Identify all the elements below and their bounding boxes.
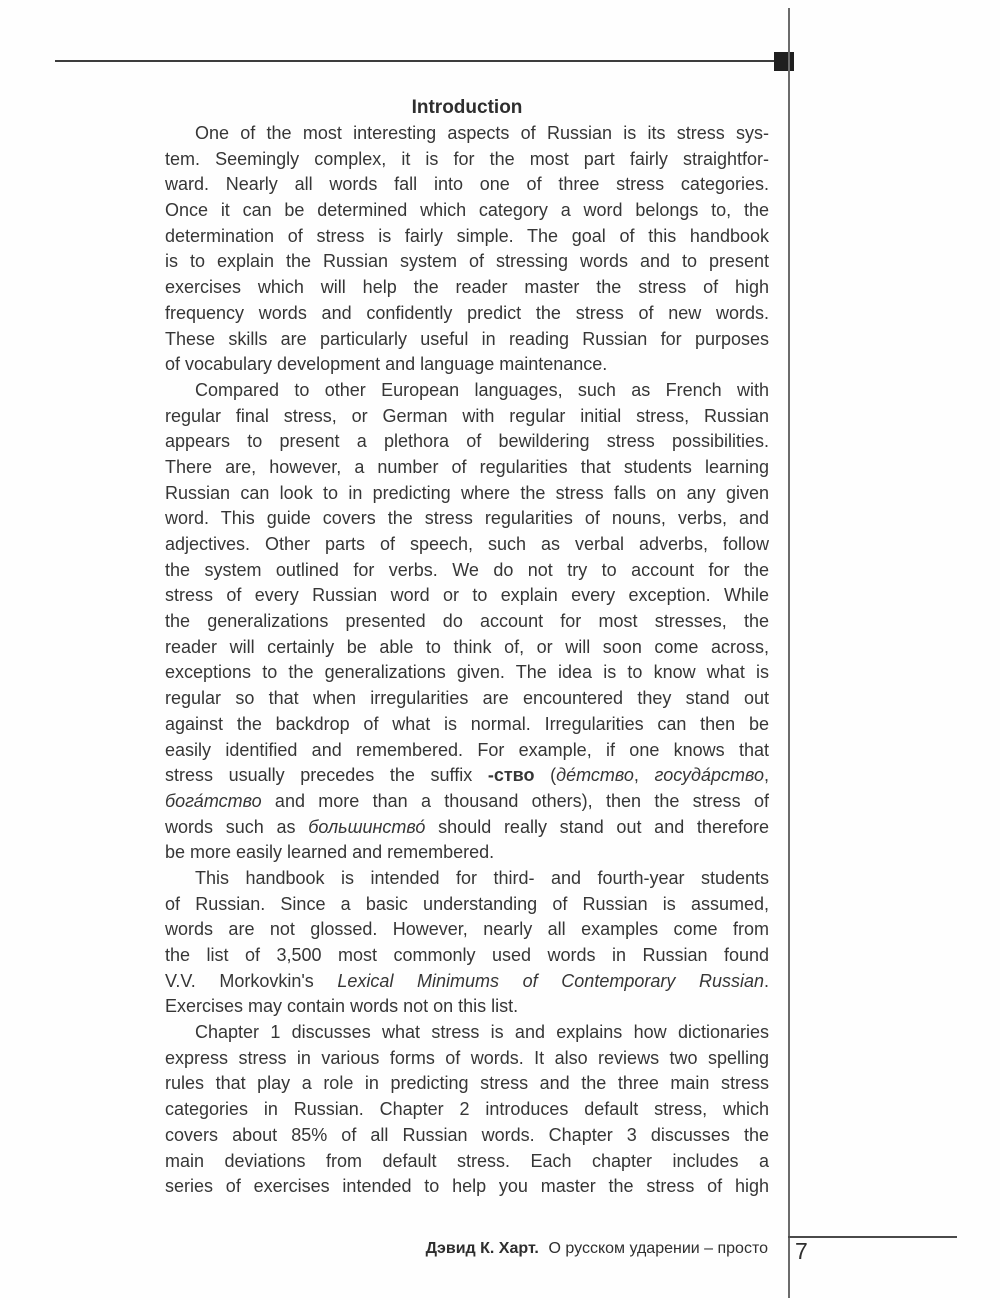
body-text: This handbook is intended for third- and fourth-year students — [195, 867, 769, 888]
text-line — [165, 121, 769, 147]
text-line — [165, 1020, 769, 1046]
body-text: ward. Nearly all words fall into one of three stress categories. — [165, 174, 769, 195]
body-text: be more easily learned and remembered. — [165, 842, 495, 863]
footer-credit — [426, 1240, 768, 1258]
italic-text: Lexical Minimums of Contemporary Russian — [337, 970, 764, 991]
body-text: exercises which will help the reader master the stress of high — [165, 277, 769, 298]
text-line — [165, 275, 769, 301]
text-line — [165, 686, 769, 712]
page-number-rule — [788, 1236, 957, 1238]
text-line — [165, 866, 769, 892]
text-line — [165, 481, 769, 507]
body-text: stress usually precedes the suffix — [165, 765, 488, 786]
margin-vertical-rule — [788, 8, 790, 1298]
footer-book-title: О русском ударении – просто — [548, 1240, 768, 1257]
body-text: easily identified and remembered. For example, if one knows that — [165, 739, 769, 760]
italic-text: госуда́рство — [654, 765, 764, 786]
paragraph — [165, 121, 769, 378]
body-text: is to explain the Russian system of stressing words and to present — [165, 251, 769, 272]
body-text: ( — [534, 765, 557, 786]
text-line — [165, 789, 769, 815]
body-text: series of exercises intended to help you master the stress of high — [165, 1176, 769, 1197]
bold-text: -ство — [487, 765, 535, 786]
page-content — [165, 95, 769, 1200]
text-line — [165, 994, 769, 1020]
body-text: Compared to other European languages, such as French with — [195, 379, 769, 400]
text-line — [165, 558, 769, 584]
body-text: stress of every Russian word or to explain every exception. While — [165, 585, 769, 606]
text-line — [165, 301, 769, 327]
text-line — [165, 224, 769, 250]
body-text: Exercises may contain words not on this list. — [165, 996, 519, 1017]
body-text: exceptions to the generalizations given. The idea is to know what is — [165, 662, 769, 683]
text-line — [165, 1097, 769, 1123]
paragraph — [165, 1020, 769, 1200]
body-paragraphs — [165, 121, 769, 1200]
body-text: express stress in various forms of words. It also reviews two spelling — [165, 1047, 769, 1068]
text-line — [165, 1174, 769, 1200]
body-text: V.V. Morkovkin's — [165, 970, 338, 991]
text-line — [165, 429, 769, 455]
page-number: 7 — [795, 1238, 808, 1264]
body-text: of Russian. Since a basic understanding of Russian is assumed, — [165, 893, 769, 914]
text-line — [165, 1149, 769, 1175]
body-text: frequency words and confidently predict the stress of new words. — [165, 302, 769, 323]
body-text: . — [764, 970, 769, 991]
text-line — [165, 917, 769, 943]
body-text: the list of 3,500 most commonly used words in Russian found — [165, 945, 769, 965]
text-line — [165, 1071, 769, 1097]
body-text: against the backdrop of what is normal. Irregularities can then be — [165, 713, 769, 734]
body-text: appears to present a plethora of bewildering stress possibilities. — [165, 431, 769, 452]
body-text: of vocabulary development and language maintenance. — [165, 354, 608, 375]
text-line — [165, 147, 769, 173]
body-text: One of the most interesting aspects of Russian is its stress sys- — [195, 123, 769, 143]
footer-author: Дэвид К. Харт. — [425, 1240, 539, 1257]
body-text: reader will certainly be able to think of, or will soon come across, — [165, 636, 769, 657]
body-text: regular final stress, or German with regular initial stress, Russian — [165, 405, 769, 426]
body-text: There are, however, a number of regularities that students learning — [165, 456, 769, 477]
body-text: rules that play a role in predicting stress and the three main stress — [165, 1073, 769, 1094]
text-line — [165, 635, 769, 661]
body-text: word. This guide covers the stress regularities of nouns, verbs, and — [165, 508, 769, 529]
text-line — [165, 738, 769, 764]
text-line — [165, 1046, 769, 1072]
body-text: and more than a thousand others), then the stress of — [261, 790, 769, 811]
header-square-marker — [774, 52, 794, 71]
text-line — [165, 892, 769, 918]
text-line — [165, 352, 769, 378]
text-line — [165, 172, 769, 198]
text-line — [165, 660, 769, 686]
body-text: Russian can look to in predicting where the stress falls on any given — [165, 482, 769, 503]
text-line — [165, 532, 769, 558]
header-rule — [55, 60, 789, 62]
body-text: words are not glossed. However, nearly all examples come from — [165, 919, 769, 940]
text-line — [165, 198, 769, 224]
body-text: , — [763, 765, 769, 786]
section-title: Introduction — [411, 97, 523, 118]
text-line — [165, 249, 769, 275]
body-text: categories in Russian. Chapter 2 introduces default stress, which — [165, 1099, 769, 1120]
body-text: tem. Seemingly complex, it is for the most part fairly straightfor- — [165, 148, 769, 169]
body-text: main deviations from default stress. Each chapter includes a — [165, 1150, 769, 1171]
body-text: the system outlined for verbs. We do not try to account for the — [165, 559, 769, 580]
body-text: Chapter 1 discusses what stress is and explains how dictionaries — [195, 1022, 769, 1043]
text-line — [165, 1123, 769, 1149]
text-line — [165, 455, 769, 481]
body-text: Once it can be determined which category a word belongs to, the — [165, 200, 769, 221]
text-line — [165, 506, 769, 532]
paragraph — [165, 378, 769, 866]
body-text: covers about 85% of all Russian words. Chapter 3 discusses the — [165, 1124, 769, 1145]
italic-text: большинство́ — [308, 816, 426, 837]
body-text: These skills are particularly useful in reading Russian for purposes — [165, 328, 769, 349]
text-line — [165, 404, 769, 430]
body-text: regular so that when irregularities are encountered they stand out — [165, 688, 769, 709]
text-line — [165, 609, 769, 635]
text-line — [165, 712, 769, 738]
body-text: adjectives. Other parts of speech, such as verbal adverbs, follow — [165, 534, 769, 554]
text-line — [165, 378, 769, 404]
text-line — [165, 763, 769, 789]
text-line — [165, 583, 769, 609]
text-line — [165, 815, 769, 841]
body-text: , — [633, 765, 655, 786]
body-text: words such as — [165, 816, 309, 837]
text-line — [165, 840, 769, 866]
text-line — [165, 943, 769, 969]
body-text: should really stand out and therefore — [425, 816, 769, 837]
text-line — [165, 969, 769, 995]
italic-text: де́тство — [556, 765, 634, 786]
paragraph — [165, 866, 769, 1020]
body-text: the generalizations presented do account for most stresses, the — [165, 611, 769, 632]
body-text: determination of stress is fairly simple. The goal of this handbook — [165, 225, 769, 246]
text-line — [165, 327, 769, 353]
italic-text: бога́тство — [165, 790, 262, 811]
